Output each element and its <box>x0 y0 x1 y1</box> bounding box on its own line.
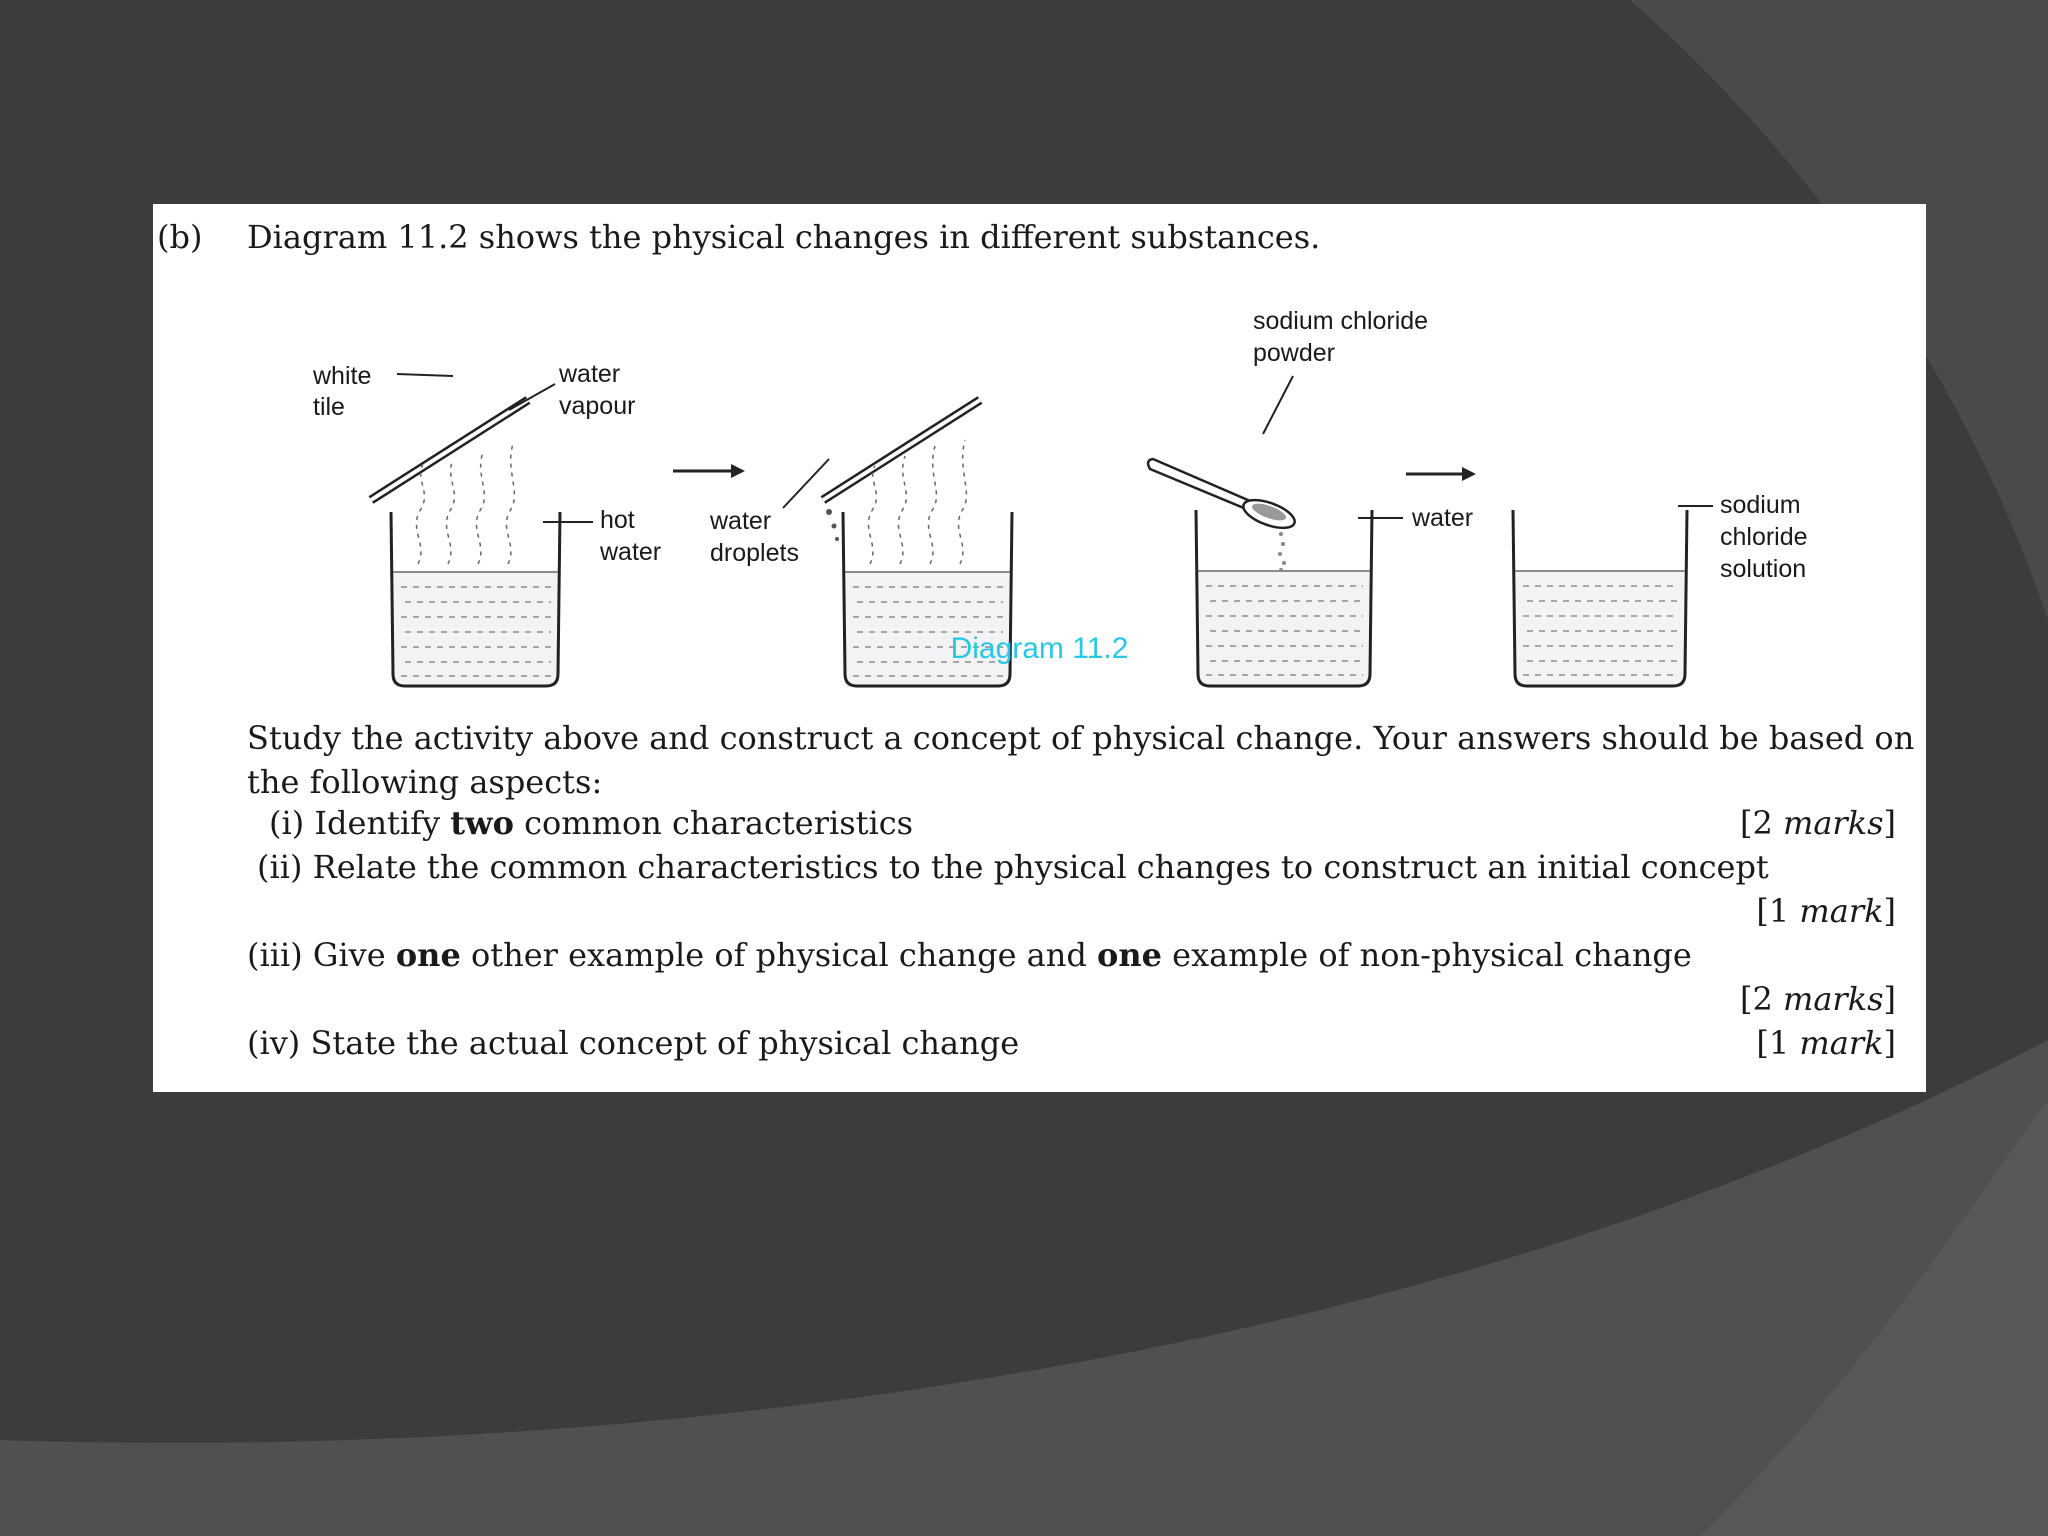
item-ii <box>257 848 1769 886</box>
item-iii-pre: Give <box>312 936 396 974</box>
item-i-bold: two <box>450 804 514 842</box>
marks-close: ] <box>1883 980 1896 1018</box>
instructions-text: Study the activity above and construct a concept of physical change. Your answers should be based on the following aspects: <box>247 719 1915 801</box>
item-iv-marks <box>1756 1024 1896 1062</box>
question-card <box>153 204 1926 1092</box>
item-iii-bold2: one <box>1097 936 1162 974</box>
arrow-2 <box>1406 467 1476 481</box>
item-iii-mid: other example of physical change and <box>460 936 1098 974</box>
label-water: water <box>1412 504 1474 532</box>
label-water-vapour-2: vapour <box>559 392 636 420</box>
label-water-droplets-1: water <box>710 507 772 535</box>
label-white-1: white <box>313 362 372 390</box>
spatula <box>1148 459 1298 534</box>
marks-open: [2 <box>1739 980 1783 1018</box>
label-nacl-solution-2: chloride <box>1720 523 1808 551</box>
label-nacl-powder-2: powder <box>1253 339 1335 367</box>
diagram-caption: Diagram 11.2 <box>950 632 1129 665</box>
item-iii-bold1: one <box>395 936 461 974</box>
item-iii-post: example of non-physical change <box>1161 936 1692 974</box>
item-i-pre: Identify <box>314 804 451 842</box>
white-tile-2 <box>823 400 980 500</box>
item-i-num: (i) <box>269 804 305 842</box>
item-ii-marks <box>1756 892 1896 930</box>
marks-close: ] <box>1883 892 1896 930</box>
label-nacl-powder-1: sodium chloride <box>1253 307 1429 335</box>
label-nacl-solution-1: sodium <box>1720 491 1801 519</box>
white-tile-1 <box>371 400 528 500</box>
marks-word: marks <box>1782 804 1884 842</box>
label-hot-water-2: water <box>600 538 662 566</box>
marks-word: mark <box>1799 1024 1884 1062</box>
item-i-marks <box>1740 804 1896 842</box>
item-iii <box>247 936 1692 974</box>
arrow-1 <box>673 464 745 478</box>
label-tile-2: tile <box>313 393 345 421</box>
item-ii-num: (ii) <box>257 848 303 886</box>
item-iv-num: (iv) <box>247 1024 301 1062</box>
label-water-droplets-2: droplets <box>710 539 799 567</box>
droplets <box>826 509 839 541</box>
marks-close: ] <box>1883 1024 1896 1062</box>
marks-open: [1 <box>1756 1024 1800 1062</box>
label-hot-1: hot <box>600 506 635 534</box>
marks-close: ] <box>1883 804 1896 842</box>
question-label: (b) <box>157 218 203 256</box>
marks-open: [1 <box>1756 892 1800 930</box>
item-i-post: common characteristics <box>513 804 914 842</box>
marks-word: mark <box>1799 892 1884 930</box>
question-intro: Diagram 11.2 shows the physical changes in different substances. <box>247 218 1321 256</box>
marks-open: [2 <box>1739 804 1783 842</box>
item-iii-marks <box>1740 980 1896 1018</box>
item-ii-text: Relate the common characteristics to the physical changes to construct an initial concept <box>312 848 1769 886</box>
item-iv <box>247 1024 1019 1062</box>
item-iv-text: State the actual concept of physical change <box>310 1024 1020 1062</box>
label-water-vapour-1: water <box>559 360 621 388</box>
label-nacl-solution-3: solution <box>1720 555 1807 583</box>
diagram-figure <box>153 284 1926 774</box>
falling-powder <box>1278 532 1286 572</box>
item-iii-num: (iii) <box>247 936 303 974</box>
marks-word: marks <box>1782 980 1884 1018</box>
item-i <box>269 804 913 842</box>
